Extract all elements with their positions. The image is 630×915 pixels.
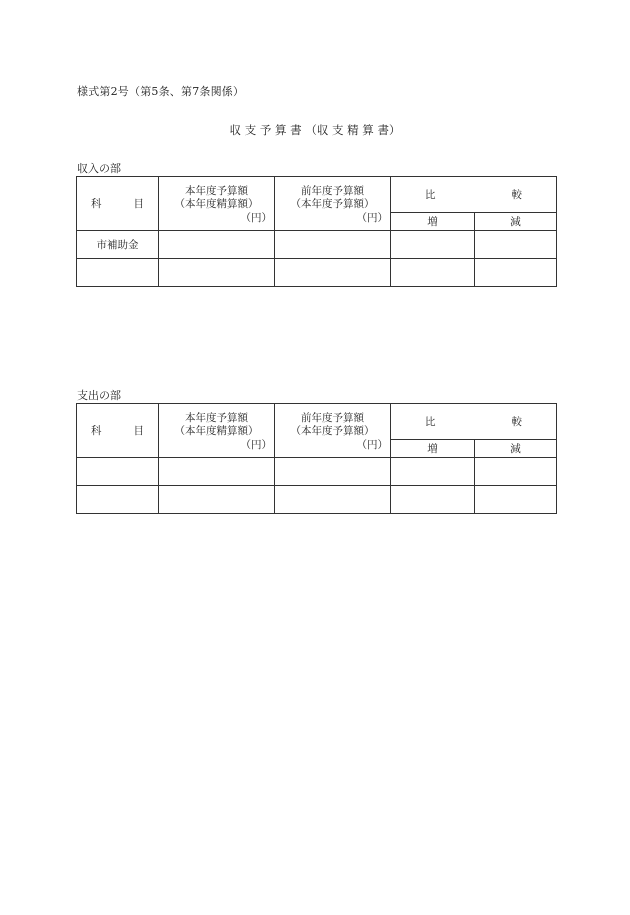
decrease-cell[interactable] (475, 259, 557, 287)
increase-cell[interactable] (391, 231, 475, 259)
current-year-line2: （本年度精算額） (174, 425, 259, 437)
increase-cell[interactable] (391, 486, 475, 514)
unit-label: （円） (240, 212, 272, 224)
unit-label: （円） (356, 212, 388, 224)
income-section-label: 収入の部 (77, 162, 121, 175)
current-amount-cell[interactable] (159, 458, 275, 486)
current-year-header (159, 177, 275, 231)
unit-label: （円） (240, 439, 272, 451)
subject-header-left: 科 (91, 425, 102, 437)
table-row (77, 486, 557, 514)
previous-year-line2: （本年度予算額） (290, 425, 375, 437)
comparison-header (391, 177, 557, 213)
item-cell[interactable] (77, 458, 159, 486)
subject-header (77, 404, 159, 458)
comparison-right: 較 (511, 189, 522, 201)
item-cell[interactable] (77, 259, 159, 287)
current-amount-cell[interactable] (159, 259, 275, 287)
previous-amount-cell[interactable] (275, 486, 391, 514)
current-amount-cell[interactable] (159, 486, 275, 514)
subject-header-right: 目 (133, 198, 144, 210)
increase-cell[interactable] (391, 259, 475, 287)
table-row (77, 259, 557, 287)
current-year-line1: 本年度予算額 (185, 412, 248, 424)
previous-amount-cell[interactable] (275, 259, 391, 287)
decrease-header: 減 (475, 213, 557, 231)
comparison-left: 比 (425, 416, 436, 428)
comparison-left: 比 (425, 189, 436, 201)
previous-amount-cell[interactable] (275, 458, 391, 486)
expense-section-label: 支出の部 (77, 389, 121, 402)
document-title: 収 支 予 算 書 （収 支 精 算 書） (229, 123, 401, 137)
previous-year-header (275, 404, 391, 458)
increase-header: 増 (391, 213, 475, 231)
decrease-header: 減 (475, 440, 557, 458)
current-year-line2: （本年度精算額） (174, 198, 259, 210)
comparison-header (391, 404, 557, 440)
item-cell[interactable] (77, 486, 159, 514)
previous-amount-cell[interactable] (275, 231, 391, 259)
current-year-line1: 本年度予算額 (185, 185, 248, 197)
form-number: 様式第2号（第5条、第7条関係） (77, 85, 245, 98)
subject-header-right: 目 (133, 425, 144, 437)
previous-year-line1: 前年度予算額 (301, 412, 364, 424)
current-amount-cell[interactable] (159, 231, 275, 259)
expense-table (76, 403, 557, 514)
decrease-cell[interactable] (475, 458, 557, 486)
table-row (77, 458, 557, 486)
table-row (77, 231, 557, 259)
item-cell[interactable]: 市補助金 (77, 231, 159, 259)
previous-year-header (275, 177, 391, 231)
unit-label: （円） (356, 439, 388, 451)
decrease-cell[interactable] (475, 231, 557, 259)
current-year-header (159, 404, 275, 458)
subject-header-left: 科 (91, 198, 102, 210)
decrease-cell[interactable] (475, 486, 557, 514)
income-table (76, 176, 557, 287)
comparison-right: 較 (511, 416, 522, 428)
previous-year-line2: （本年度予算額） (290, 198, 375, 210)
increase-cell[interactable] (391, 458, 475, 486)
subject-header (77, 177, 159, 231)
previous-year-line1: 前年度予算額 (301, 185, 364, 197)
increase-header: 増 (391, 440, 475, 458)
